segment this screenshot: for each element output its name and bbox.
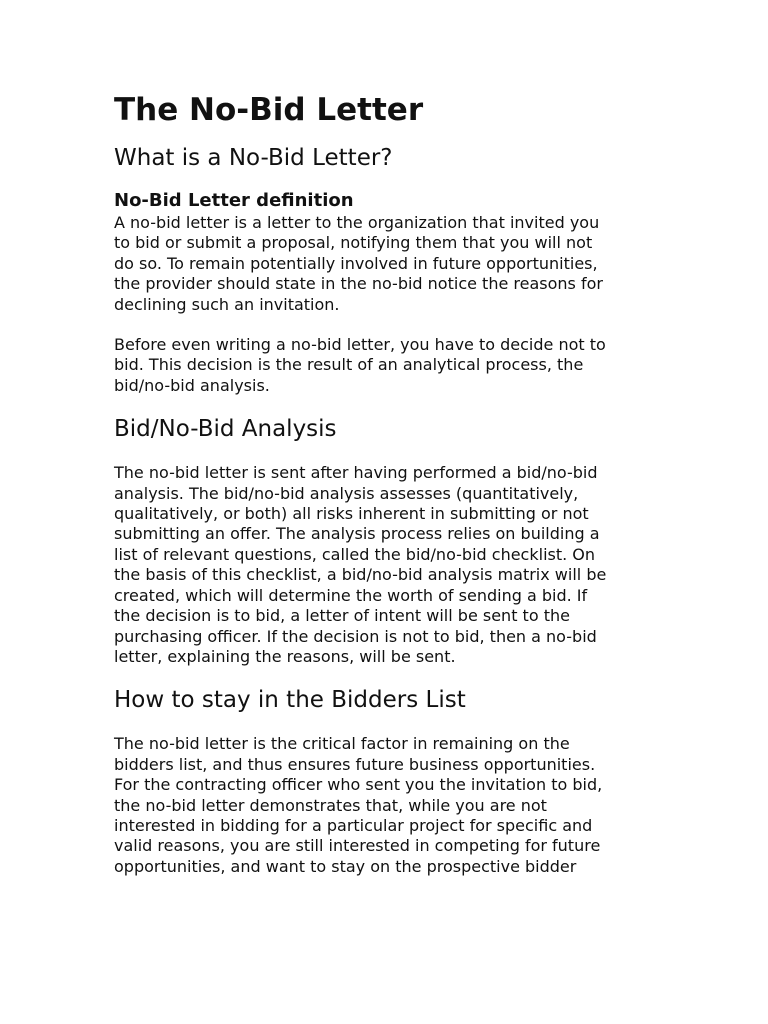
text-line: the basis of this checklist, a bid/no-bid analysis matrix will be <box>114 565 607 585</box>
text-line: opportunities, and want to stay on the prospective bidder <box>114 856 577 876</box>
text-line: the decision is to bid, a letter of intent will be sent to the <box>114 606 570 626</box>
text-line: created, which will determine the worth of sending a bid. If <box>114 585 588 605</box>
section-heading-what-is: What is a No-Bid Letter? <box>114 145 393 171</box>
section-heading-bidders-list: How to stay in the Bidders List <box>114 687 466 714</box>
text-line: letter, explaining the reasons, will be sent. <box>114 646 456 666</box>
paragraph-definition <box>114 213 658 315</box>
text-line: The no-bid letter is the critical factor in remaining on the <box>114 734 570 754</box>
text-line: Before even writing a no-bid letter, you have to decide not to <box>114 335 606 355</box>
text-line: bid. This decision is the result of an analytical process, the <box>114 355 584 375</box>
text-line: For the contracting officer who sent you the invitation to bid, <box>114 775 603 795</box>
text-line: to bid or submit a proposal, notifying them that you will not <box>114 233 593 253</box>
text-line: interested in bidding for a particular project for specific and <box>114 815 593 835</box>
section-heading-analysis: Bid/No-Bid Analysis <box>114 416 337 443</box>
paragraph-decision <box>114 335 658 396</box>
document-title: The No-Bid Letter <box>114 92 424 128</box>
text-line: qualitatively, or both) all risks inherent in submitting or not <box>114 504 589 524</box>
text-line: list of relevant questions, called the bid/no-bid checklist. On <box>114 544 596 564</box>
text-line: purchasing officer. If the decision is not to bid, then a no-bid <box>114 626 597 646</box>
text-line: bid/no-bid analysis. <box>114 375 270 395</box>
text-line: valid reasons, you are still interested in competing for future <box>114 836 601 856</box>
text-line: analysis. The bid/no-bid analysis assesses (quantitatively, <box>114 483 579 503</box>
text-line: The no-bid letter is sent after having performed a bid/no-bid <box>114 463 598 483</box>
text-line: submitting an offer. The analysis process relies on building a <box>114 524 600 544</box>
text-line: declining such an invitation. <box>114 294 340 314</box>
subheading-definition: No-Bid Letter definition <box>114 190 354 211</box>
text-line: the no-bid letter demonstrates that, while you are not <box>114 795 547 815</box>
text-line: the provider should state in the no-bid notice the reasons for <box>114 274 603 294</box>
paragraph-bidders-list <box>114 734 658 877</box>
paragraph-analysis <box>114 463 658 667</box>
text-line: do so. To remain potentially involved in future opportunities, <box>114 253 598 273</box>
text-line: bidders list, and thus ensures future business opportunities. <box>114 754 596 774</box>
text-line: A no-bid letter is a letter to the organization that invited you <box>114 213 600 232</box>
